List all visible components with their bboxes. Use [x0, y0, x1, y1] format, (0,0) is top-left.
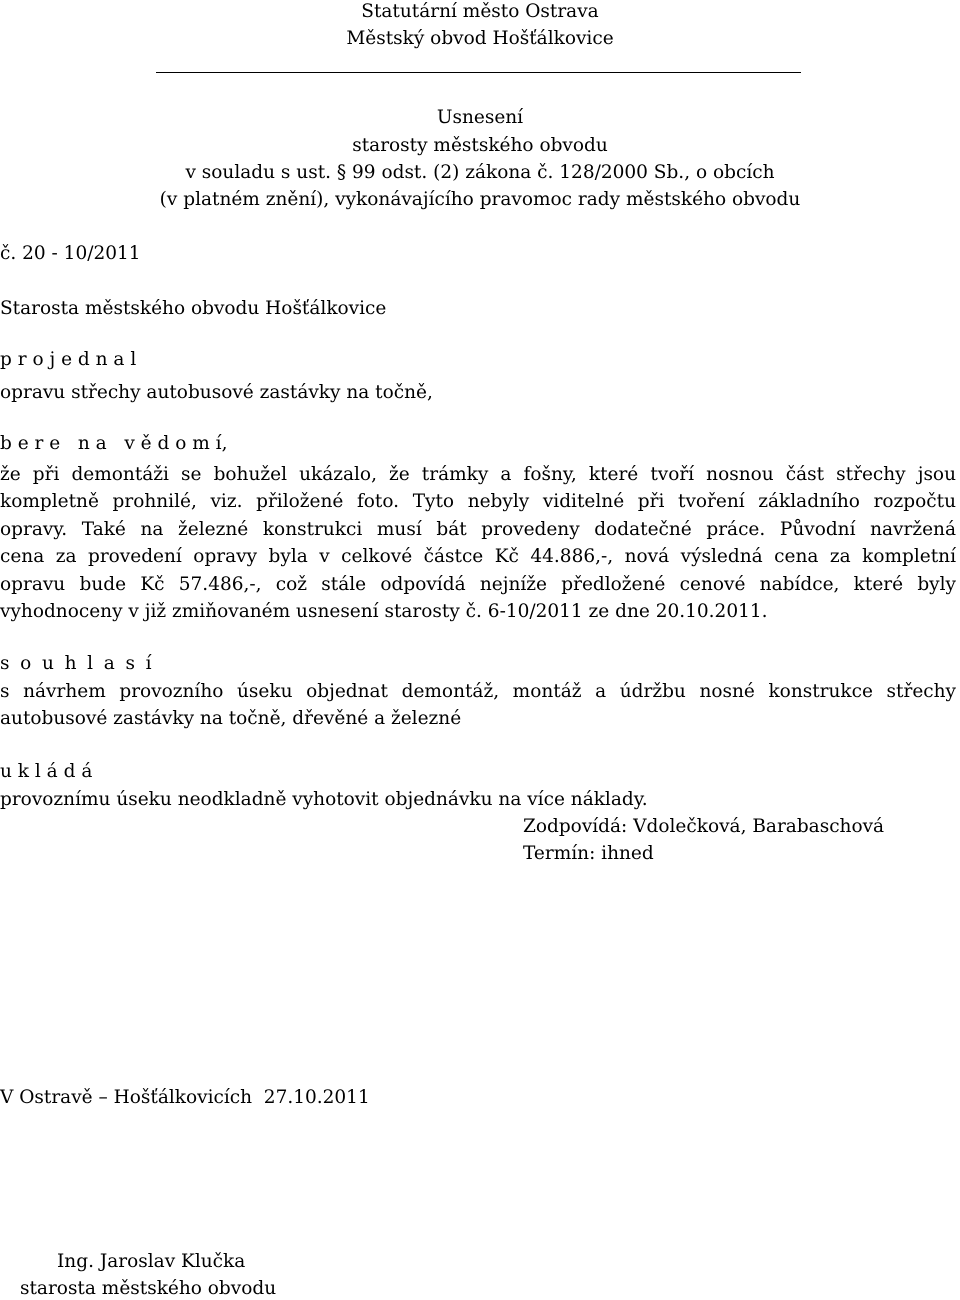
legal-basis-line-2: (v platném znění), vykonávajícího pravomoc rady městského obvodu: [159, 189, 801, 210]
agrees-line: autobusové zastávky na točně, dřevěné a železné: [0, 708, 462, 730]
agrees-paragraph: [0, 678, 956, 733]
header-city: Statutární město Ostrava: [361, 1, 599, 22]
actor: Starosta městského obvodu Hošťálkovice: [0, 298, 387, 319]
signatory-name: Ing. Jaroslav Klučka: [57, 1251, 246, 1272]
noted-line: opravu bude Kč 57.486,-, což stále odpovídá nejníže předložené cenové nabídce, které byly: [0, 573, 956, 595]
document-title: Usnesení: [436, 107, 524, 128]
noted-line: kompletně prohnilé, viz. přiložené foto. Tyto nebyly viditelné při tvoření základního rozpočtu: [0, 491, 956, 513]
noted-line: opravy. Také na železné konstrukci musí bát provedeny dodatečné práce. Původní navržená: [0, 518, 956, 540]
place-and-date: V Ostravě – Hošťálkovicích 27.10.2011: [0, 1087, 370, 1108]
document-subtitle: starosty městského obvodu: [352, 135, 608, 156]
signatory-role: starosta městského obvodu: [20, 1278, 277, 1299]
resolution-number: č. 20 - 10/2011: [0, 243, 141, 264]
noted-line: vyhodnoceny v již zmiňovaném usnesení starosty č. 6-10/2011 ze dne 20.10.2011.: [0, 601, 768, 623]
keyword-noted: b e r e n a v ě d o m í,: [0, 433, 228, 454]
discussed-text: opravu střechy autobusové zastávky na točně,: [0, 382, 433, 403]
keyword-agrees: s o u h l a s í: [0, 653, 154, 674]
keyword-discussed: p r o j e d n a l: [0, 349, 137, 370]
header-district: Městský obvod Hošťálkovice: [346, 28, 614, 49]
legal-basis-line-1: v souladu s ust. § 99 odst. (2) zákona č. 128/2000 Sb., o obcích: [185, 162, 775, 183]
noted-paragraph: [0, 461, 956, 625]
deadline: Termín: ihned: [523, 843, 654, 864]
keyword-orders: u k l á d á: [0, 761, 93, 782]
orders-text: provoznímu úseku neodkladně vyhotovit objednávku na více náklady.: [0, 789, 648, 810]
header-divider: [156, 72, 801, 73]
agrees-line: s návrhem provozního úseku objednat demontáž, montáž a údržbu nosné konstrukce střechy: [0, 681, 956, 702]
responsible-persons: Zodpovídá: Vdolečková, Barabaschová: [523, 816, 885, 837]
noted-line: že při demontáži se bohužel ukázalo, že trámky a fošny, které tvoří nosnou část střechy jsou: [0, 464, 956, 485]
noted-line: cena za provedení opravy byla v celkové částce Kč 44.886,-, nová výsledná cena za kompletní: [0, 546, 956, 568]
